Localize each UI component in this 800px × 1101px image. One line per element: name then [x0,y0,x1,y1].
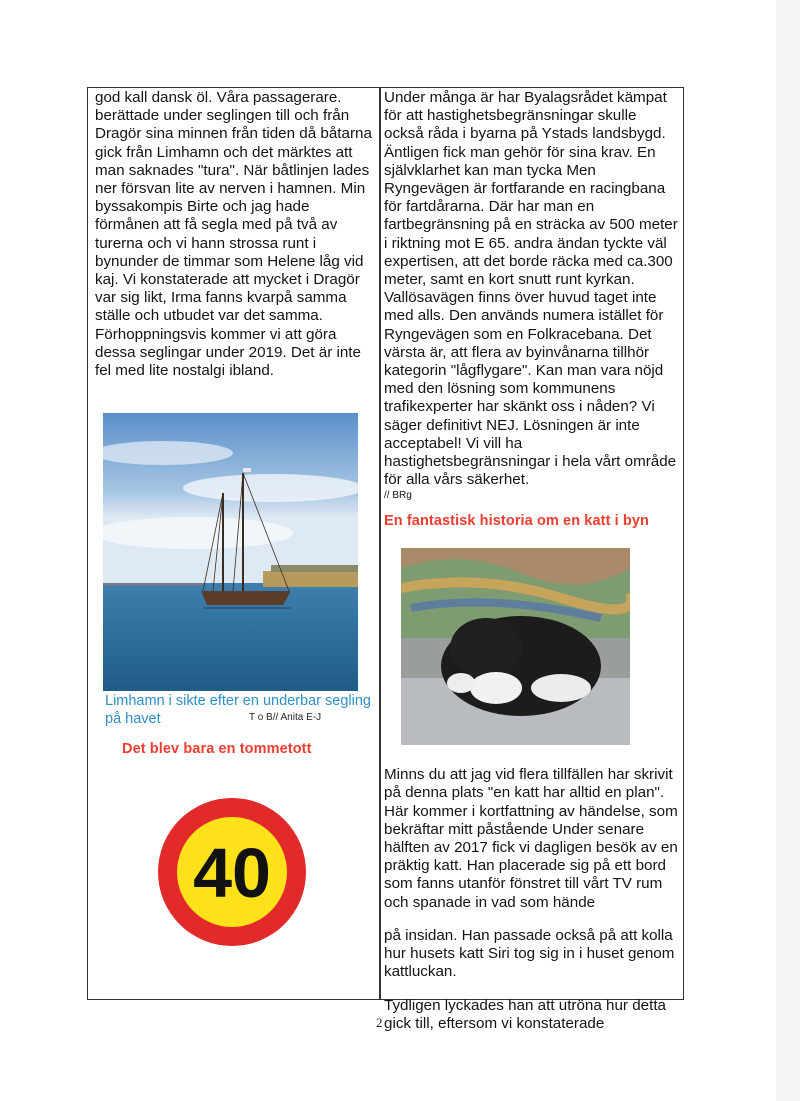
right-section-heading: En fantastisk historia om en katt i byn [384,513,649,529]
left-article-paragraph: god kall dansk öl. Våra passagerare. berättade under seglingen till och från Dragör sina minnen från tiden då båtarna gick från Limhamn och det märktes att man saknades "tura". När båtlinjen lades ner försvan lite av nerven i hamnen. Min byssakompis Birte och jag hade förmånen att få segla med på två av turerna och vi hann strossa runt i bynunder de timmar som Helene låg vid kaj. Vi konstaterade att mycket i Dragör var sig likt, Irma fanns kvarpå samma ställe och utbudet var det samma. Förhoppningsvis kommer vi att göra dessa seglingar under 2019. Det är inte fel med lite nostalgi ibland. [95,89,372,380]
cat-story-part-3: Tydligen lyckades han att utröna hur detta gick till, eftersom vi konstaterade [384,996,666,1032]
ship-photo [103,413,358,691]
page-number: 2 [376,1015,383,1030]
left-column-article [95,89,377,380]
cat-photo [401,548,630,745]
right-article-paragraph: Under många är har Byalagsrådet kämpat för att hastighetsbegränsningar skulle också råda i byarna på Ystads landsbygd. Äntligen fick man gehör för sina krav. En självklarhet kan man tycka Men Ryngevägen är fortfarande en racingbana för fartdårarna. Där har man en fartbegränsning på en sträcka av 500 meter i riktning mot E 65. andra ändan tyckte väl expertisen, att det borde räcka med ca.300 meter, samt en kort snutt runt kyrkan. Vallösavägen finns över huvud taget inte med alls. Den används numera istället för Ryngevägen som en Folkracebana. Det värsta är, att flera av byinvånarna tillhör kategorin "lågflygare". Kan man vara nöjd med den lösning som kommunens trafikexperter har skänkt oss i nåden? Vi säger definitivt NEJ. Lösningen är inte acceptabel! Vi vill ha hastighetsbegränsningar i hela vårt område för alla vårs säkerhet. [384,89,678,489]
column-divider [379,87,381,1000]
speed-sign-number: 40 [193,834,271,912]
right-column-article [384,89,680,503]
cat-story-part-2: på insidan. Han passade också på att kolla hur husets katt Siri tog sig in i huset genom kattluckan. [384,927,675,981]
ship-photo-caption: Limhamn i sikte efter en underbar segling på havet [105,693,371,727]
cat-story-part-1: Minns du att jag vid flera tillfällen har skrivit på denna plats "en katt har alltid en plan". Här kommer i kortfattning av händelse, som bekräftar mitt påstående Under senare hälften av 2017 fick vi dagligen besök av en präktig katt. Han placerade sig på ett bord som fanns utanför fönstret till vårt TV rum och spanade in vad som hände [384,766,678,911]
ship-photo-credit: T o B// Anita E-J [249,712,322,723]
speed-limit-40-sign [157,797,307,947]
article-signature: // BRg [384,490,412,502]
cat-story [384,751,682,1048]
left-section-heading: Det blev bara en tommetott [122,741,312,757]
